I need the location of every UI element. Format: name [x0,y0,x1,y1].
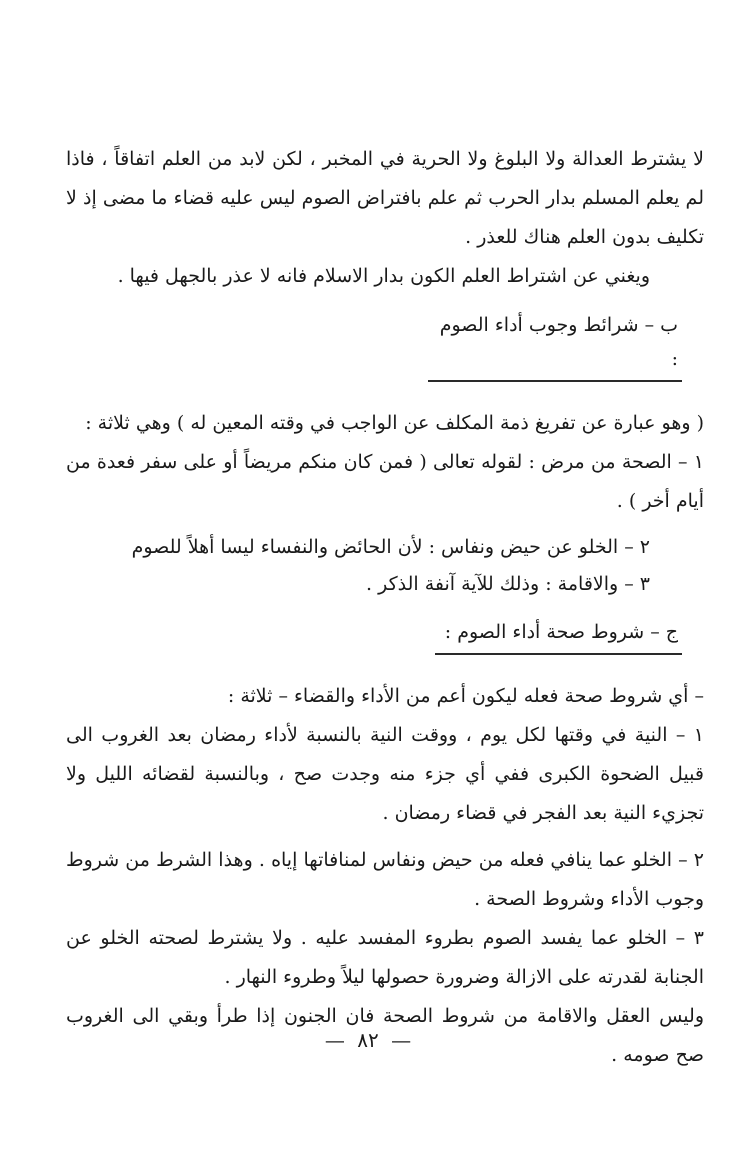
page-number [0,1028,736,1052]
section-b-item-2: ٢ – الخلو عن حيض ونفاس : لأن الحائض والنفساء ليسا أهلاً للصوم [131,536,650,558]
section-b-heading-block [66,308,704,382]
page-number-value: ٨٢ [357,1028,379,1052]
document-page [66,140,704,1075]
section-b-intro: ( وهو عبارة عن تفريغ ذمة المكلف عن الواجب في وقته المعين له ) وهي ثلاثة : [85,412,704,434]
section-c-item-2: ٢ – الخلو عما ينافي فعله من حيض ونفاس لمنافاتها إياه . وهذا الشرط من شروط وجوب الأداء وشروط الصحة . [66,849,704,910]
page-number-dash-left: — [391,1028,412,1052]
section-b-item-3: ٣ – والاقامة : وذلك للآية آنفة الذكر . [366,573,650,595]
section-c-heading-block [66,615,704,655]
section-c-intro: – أي شروط صحة فعله ليكون أعم من الأداء والقضاء – ثلاثة : [227,685,704,707]
paragraph-1: لا يشترط العدالة ولا البلوغ ولا الحرية في المخبر ، لكن لابد من العلم اتفاقاً ، فاذا لم يعلم المسلم بدار الحرب ثم علم بافتراض الصوم ليس عليه قضاء ما مضى إذ لا تكليف بدون العلم هناك للعذر . [66,148,704,248]
section-c-item-1: ١ – النية في وقتها لكل يوم ، ووقت النية بالنسبة لأداء رمضان بعد الغروب الى قبيل الضحوة الكبرى ففي أي جزء منه وجدت صح ، وبالنسبة لقضائه الليل ولا تجزيء النية بعد الفجر في قضاء رمضان . [66,724,704,824]
section-c-heading: ج – شروط صحة أداء الصوم : [435,615,682,655]
paragraph-2: ويغني عن اشتراط العلم الكون بدار الاسلام فانه لا عذر بالجهل فيها . [117,265,650,287]
section-b-heading: ب – شرائط وجوب أداء الصوم : [428,308,682,382]
section-c-closing: وليس العقل والاقامة من شروط الصحة فان الجنون إذا طرأ وبقي الى الغروب صح صومه . [66,1005,704,1066]
page-number-dash-right: — [324,1028,345,1052]
section-c-item-3: ٣ – الخلو عما يفسد الصوم بطروء المفسد عليه . ولا يشترط لصحته الخلو عن الجنابة لقدرته على الازالة وضرورة حصولها ليلاً وطروء النهار . [66,927,704,988]
section-b-item-1: ١ – الصحة من مرض : لقوله تعالى ( فمن كان منكم مريضاً أو على سفر فعدة من أيام أخر ) . [66,451,704,512]
